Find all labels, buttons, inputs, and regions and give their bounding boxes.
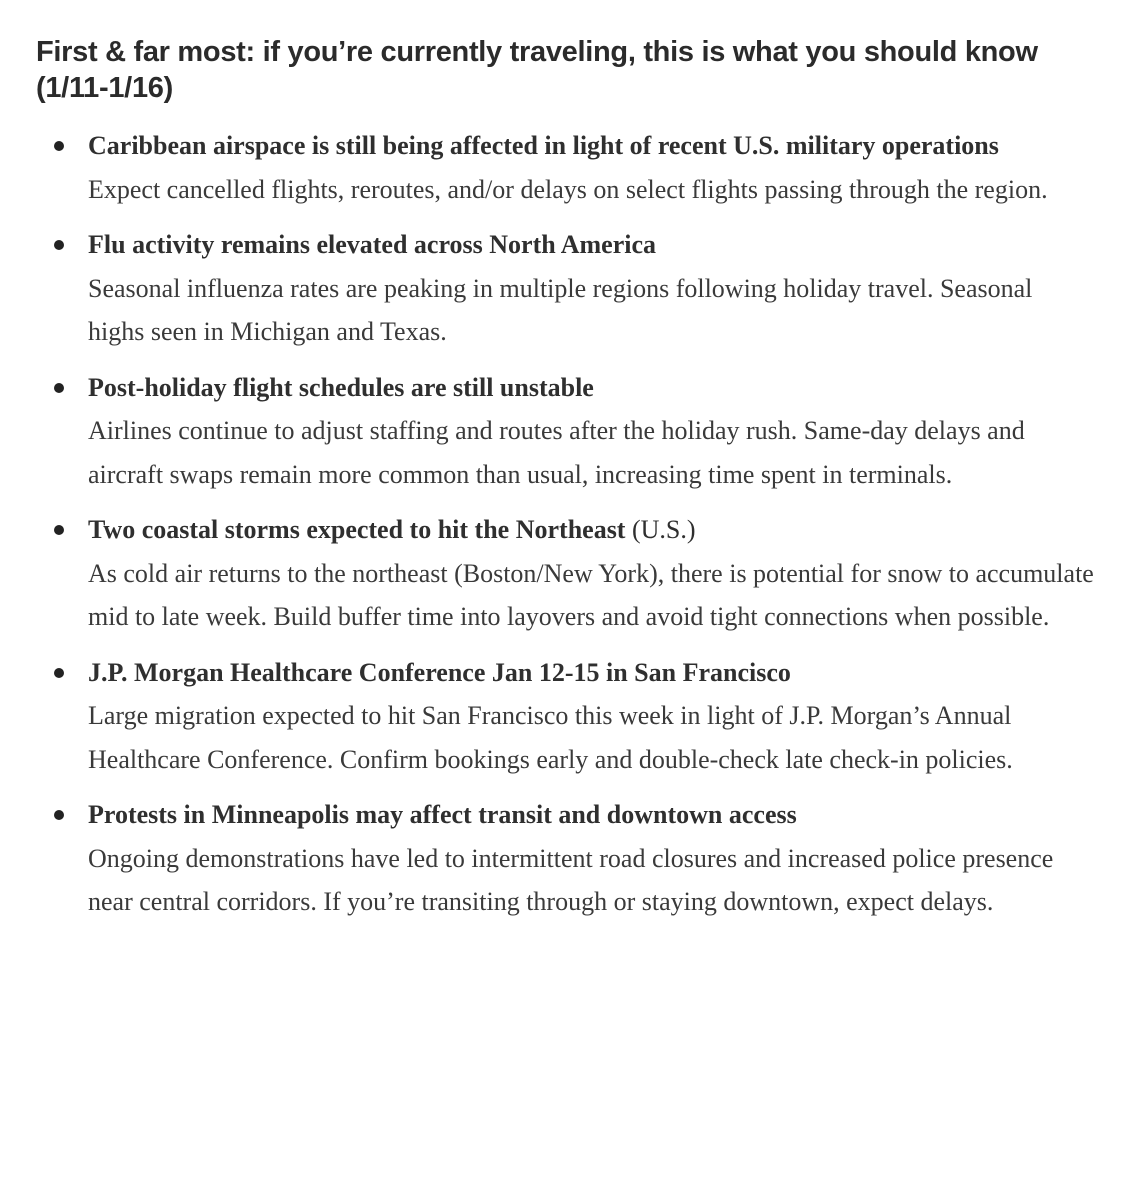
item-title bbox=[88, 793, 1095, 837]
item-title-text: Protests in Minneapolis may affect transit and downtown access bbox=[88, 800, 797, 829]
item-title-text: J.P. Morgan Healthcare Conference Jan 12-15 in San Francisco bbox=[88, 657, 791, 687]
item-body: Seasonal influenza rates are peaking in multiple regions following holiday travel. Seasonal highs seen in Michigan and Texas. bbox=[88, 273, 1033, 346]
list-item bbox=[36, 793, 1095, 924]
item-title bbox=[88, 124, 1095, 168]
list-item bbox=[36, 651, 1095, 782]
item-body: As cold air returns to the northeast (Boston/New York), there is potential for snow to accumulate mid to late week. Build buffer time into layovers and avoid tight connections when possible. bbox=[88, 558, 1094, 631]
item-title bbox=[88, 223, 1095, 267]
bullet-dot-icon bbox=[54, 141, 64, 151]
list-item bbox=[36, 508, 1095, 639]
item-title-text: Post-holiday flight schedules are still unstable bbox=[88, 372, 594, 402]
bullet-dot-icon bbox=[54, 383, 64, 393]
item-body: Airlines continue to adjust staffing and routes after the holiday rush. Same-day delays and aircraft swaps remain more common than usual, increasing time spent in terminals. bbox=[88, 416, 1025, 489]
item-title-suffix: (U.S.) bbox=[625, 515, 696, 544]
advisory-list bbox=[36, 124, 1095, 924]
item-title-text: Caribbean airspace is still being affected in light of recent U.S. military operations bbox=[88, 131, 999, 160]
item-title bbox=[88, 366, 1095, 410]
bullet-dot-icon bbox=[54, 240, 64, 250]
bullet-dot-icon bbox=[54, 668, 64, 678]
item-body: Ongoing demonstrations have led to intermittent road closures and increased police presence near central corridors. If you’re transiting through or staying downtown, expect delays. bbox=[88, 843, 1054, 916]
list-item bbox=[36, 223, 1095, 354]
list-item bbox=[36, 366, 1095, 497]
item-title-text: Two coastal storms expected to hit the Northeast bbox=[88, 515, 626, 544]
item-body: Large migration expected to hit San Francisco this week in light of J.P. Morgan’s Annual Healthcare Conference. Confirm bookings early and double-check late check-in policies. bbox=[88, 701, 1013, 774]
item-title bbox=[88, 651, 1095, 695]
list-item bbox=[36, 124, 1095, 211]
bullet-dot-icon bbox=[54, 525, 64, 535]
bullet-dot-icon bbox=[54, 810, 64, 820]
item-title bbox=[88, 508, 1095, 552]
item-title-text: Flu activity remains elevated across North America bbox=[88, 230, 657, 259]
item-body: Expect cancelled flights, reroutes, and/or delays on select flights passing through the region. bbox=[88, 174, 1048, 204]
page-heading: First & far most: if you’re currently traveling, this is what you should know (1/11-1/16) bbox=[36, 36, 1038, 104]
